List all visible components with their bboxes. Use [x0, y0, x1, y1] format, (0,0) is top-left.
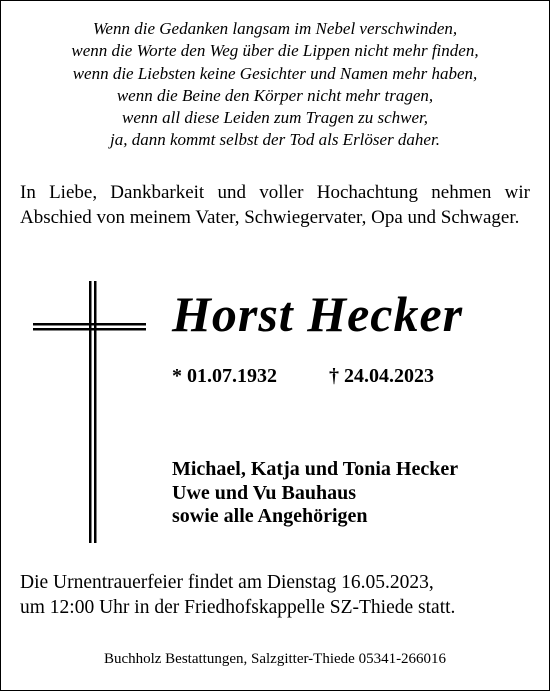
poem-line: Wenn die Gedanken langsam im Nebel verschwinden, — [92, 19, 458, 38]
mourners-list — [172, 458, 458, 529]
birth-date: * 01.07.1932 — [172, 365, 277, 387]
poem — [0, 18, 550, 152]
intro-text: In Liebe, Dankbarkeit und voller Hochachtung nehmen wir Abschied von meinem Vater, Schwiegervater, Opa und Schwager. — [20, 182, 530, 228]
poem-line: wenn die Worte den Weg über die Lippen nicht mehr finden, — [71, 41, 479, 61]
poem-line: wenn die Beine den Körper nicht mehr tragen, — [116, 85, 434, 105]
death-date: † 24.04.2023 — [329, 365, 434, 387]
poem-line: wenn die Liebsten keine Gesichter und Namen mehr haben, — [72, 63, 478, 83]
life-dates — [172, 364, 434, 388]
service-line: Die Urnentrauerfeier findet am Dienstag 16.05.2023, — [20, 572, 434, 593]
funeral-home-footer: Buchholz Bestattungen, Salzgitter-Thiede 05341-266016 — [103, 651, 447, 667]
mourner-line: Michael, Katja und Tonia Hecker — [172, 458, 459, 480]
mourner-line: sowie alle Angehörigen — [172, 505, 368, 527]
deceased-name: Horst Hecker — [172, 286, 464, 342]
poem-line: wenn all diese Leiden zum Tragen zu schwer, — [122, 108, 428, 128]
service-line: um 12:00 Uhr in der Friedhofskappelle SZ-Thiede statt. — [20, 597, 456, 618]
mourner-line: Uwe und Vu Bauhaus — [172, 481, 356, 504]
poem-line: ja, dann kommt selbst der Tod als Erlöser daher. — [110, 130, 440, 150]
service-info — [20, 570, 455, 620]
